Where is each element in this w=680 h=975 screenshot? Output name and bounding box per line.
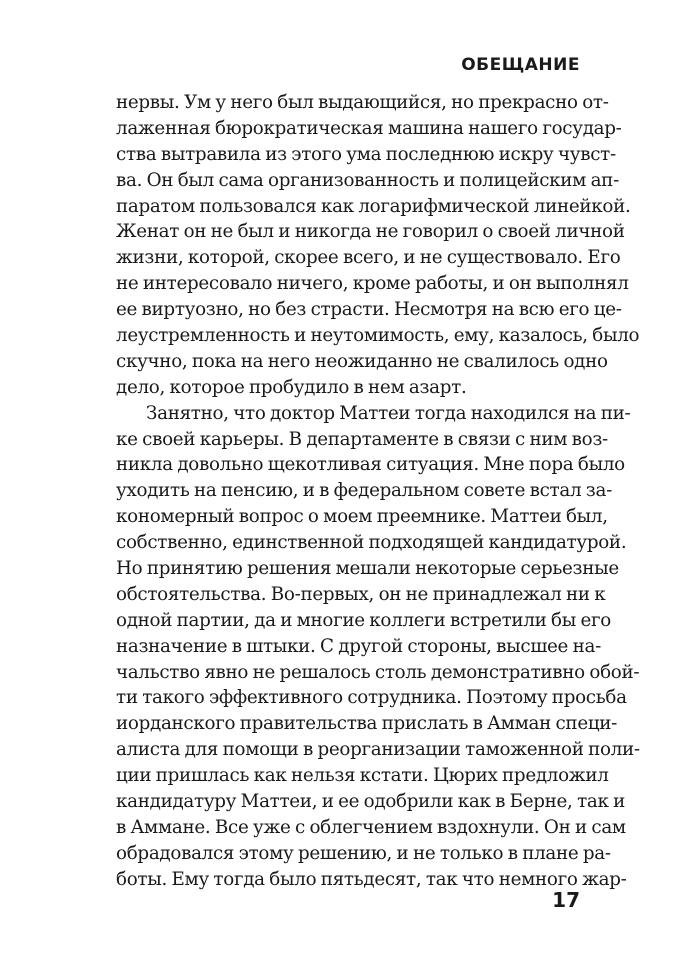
text-line: собственно, единственной подходящей кандидатурой. [116, 532, 627, 554]
body-text [116, 90, 640, 893]
text-line: ке своей карьеры. В департаменте в связи с ним воз- [116, 428, 608, 450]
text-line: Но принятию решения мешали некоторые серьезные [116, 558, 619, 580]
text-line: кандидатуру Маттеи, и ее одобрили как в Берне, так и [116, 791, 626, 813]
text-line: никла довольно щекотливая ситуация. Мне пора было [116, 454, 625, 476]
text-line: алиста для помощи в реорганизации таможенной поли- [116, 739, 640, 761]
text-line: не интересовало ничего, кроме работы, и он выполнял [116, 273, 629, 295]
page-number: 17 [552, 888, 580, 912]
text-line: ти такого эффективного сотрудника. Поэтому просьба [116, 687, 627, 709]
text-line: лаженная бюрократическая машина нашего государ- [116, 117, 622, 139]
paragraph-2 [116, 401, 640, 893]
text-line: кономерный вопрос о моем преемнике. Маттеи был, [116, 506, 608, 528]
text-line: дело, которое пробудило в нем азарт. [116, 376, 467, 398]
text-line: боты. Ему тогда было пятьдесят, так что немного жар- [116, 868, 627, 890]
text-line: скучно, пока на него неожиданно не свалилось одно [116, 350, 608, 372]
text-line: уходить на пенсию, и в федеральном совете встал за- [116, 480, 612, 502]
text-line: чальство явно не решалось столь демонстративно обой- [116, 661, 640, 683]
text-line: нервы. Ум у него был выдающийся, но прекрасно от- [116, 92, 609, 113]
text-line: жизни, которой, скорее всего, и не существовало. Его [116, 247, 621, 269]
text-line: паратом пользовался как логарифмической линейкой. [116, 195, 631, 217]
text-line: Занятно, что доктор Маттеи тогда находился на пи- [146, 402, 631, 424]
text-line: иорданского правительства прислать в Амман специ- [116, 713, 618, 735]
text-line: ции пришлась как нельзя кстати. Цюрих предложил [116, 765, 609, 787]
text-line: леустремленность и неутомимость, ему, казалось, было [116, 325, 640, 347]
text-line: ства вытравила из этого ума последнюю искру чувст- [116, 143, 616, 165]
paragraph-1 [116, 90, 640, 401]
text-line: одной партии, да и многие коллеги встретили бы его [116, 609, 611, 631]
text-line: Женат он не был и никогда не говорил о своей личной [116, 221, 625, 243]
text-line: ее виртуозно, но без страсти. Несмотря на всю его це- [116, 299, 622, 321]
text-line: обрадовался этому решению, и не только в плане ра- [116, 842, 611, 864]
text-line: в Аммане. Все уже с облегчением вздохнули. Он и сам [116, 816, 626, 838]
running-head-title: ОБЕЩАНИЕ [461, 55, 580, 75]
text-line: назначение в штыки. С другой стороны, высшее на- [116, 635, 601, 657]
text-line: ва. Он был сама организованность и полицейским ап- [116, 169, 619, 191]
text-line: обстоятельства. Во-первых, он не принадлежал ни к [116, 583, 606, 605]
